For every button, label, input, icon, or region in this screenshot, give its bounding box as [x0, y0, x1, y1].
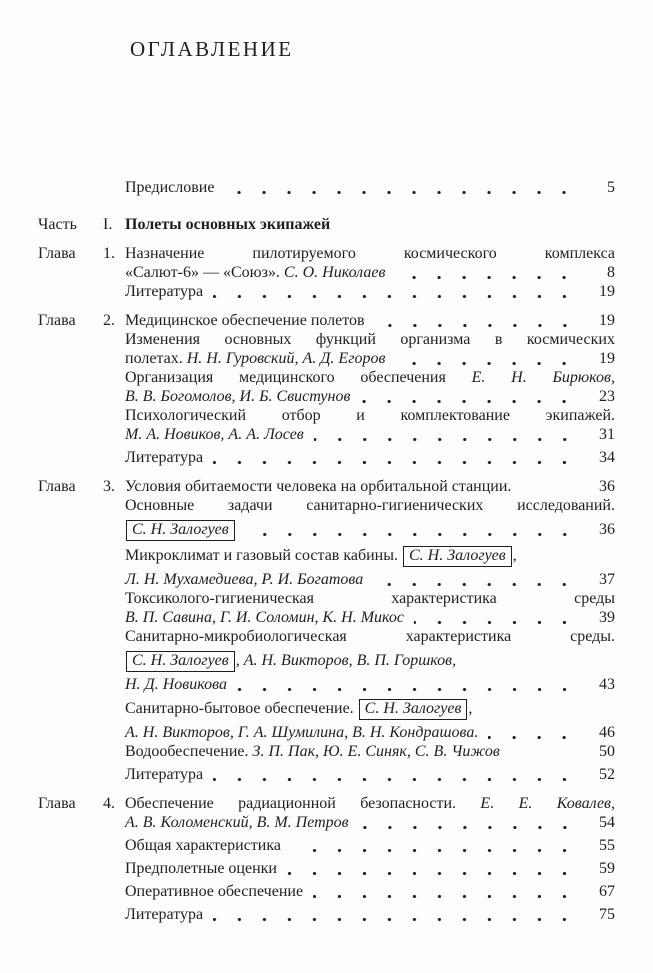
page-number: 46 — [599, 724, 615, 741]
text-segment: Предисловие — [125, 179, 215, 196]
text-segment: , — [468, 700, 473, 717]
toc-line — [38, 496, 615, 515]
entry-text — [125, 794, 615, 813]
toc-line — [38, 425, 615, 444]
entry-text — [125, 368, 615, 387]
text-segment: полетах. — [125, 350, 187, 367]
text-segment: «Салют-6» — «Союз». — [125, 264, 284, 281]
entry-text — [125, 651, 615, 672]
dot-leader — [510, 755, 577, 758]
text-segment: А. Н. Викторов, Г. А. Шумилина, В. Н. Кондрашова. — [125, 724, 479, 741]
dot-leader — [313, 895, 577, 898]
toc-line — [38, 178, 615, 197]
toc-entry — [38, 178, 615, 197]
dot-leader — [213, 778, 577, 781]
toc-line — [38, 448, 615, 467]
page-number: 37 — [599, 571, 615, 588]
toc-line — [38, 263, 615, 282]
entry-text — [125, 813, 349, 832]
entry-label: Глава — [38, 245, 76, 262]
entry-text — [125, 178, 214, 197]
dot-leader — [213, 918, 577, 921]
text-segment: В. В. Богомолов, И. Б. Свистунов — [125, 388, 351, 405]
entry-label: Глава — [38, 795, 76, 812]
entry-text — [125, 425, 304, 444]
entry-number: I. — [103, 216, 113, 233]
text-segment: Е. Е. Ковалев, — [480, 795, 615, 812]
page-number: 19 — [599, 312, 615, 329]
toc-line — [38, 905, 615, 924]
dot-leader — [213, 295, 577, 298]
entry-number: 2. — [103, 312, 115, 329]
text-segment: Основные задачи санитарно-гигиенических исследований. — [125, 497, 615, 514]
toc-line — [38, 859, 615, 878]
entry-text — [125, 496, 615, 515]
toc-line — [38, 765, 615, 784]
toc-line — [38, 570, 615, 589]
page-number: 23 — [599, 388, 615, 405]
text-segment: Оперативное обеспечение — [125, 883, 304, 900]
entry-text — [125, 765, 203, 784]
deceased-name-box: С. Н. Залогуев — [126, 520, 235, 541]
entry-label: Глава — [38, 312, 76, 329]
toc-entries — [38, 178, 615, 924]
entry-text — [125, 723, 478, 742]
toc-line — [38, 330, 615, 349]
entry-text — [125, 448, 203, 467]
text-segment: Назначение пилотируемого космического комплекса — [125, 245, 615, 262]
toc-entry — [38, 244, 615, 301]
page-number: 19 — [599, 350, 615, 367]
text-segment: Н. Н. Гуровский, А. Д. Егоров — [186, 350, 386, 367]
text-segment: Изменения основных функций организма в космических — [125, 331, 615, 348]
text-segment: Литература — [125, 906, 204, 923]
toc-line — [38, 311, 615, 330]
page-number: 8 — [607, 264, 615, 281]
page-number: 59 — [599, 860, 615, 877]
text-segment: Полеты основных экипажей — [125, 216, 331, 233]
deceased-name-box: С. Н. Залогуев — [359, 699, 468, 720]
entry-text — [125, 859, 277, 878]
text-segment: Санитарно-микробиологическая характеристика среды. — [125, 628, 615, 645]
toc-entry — [38, 311, 615, 467]
text-segment: Токсиколого-гигиеническая характеристика среды — [125, 590, 615, 607]
entry-text — [125, 627, 615, 646]
entry-text — [125, 882, 303, 901]
text-segment: Организация медицинского обеспечения — [125, 369, 472, 386]
entry-text — [125, 675, 227, 694]
entry-text — [125, 477, 511, 496]
entry-text — [125, 406, 615, 425]
dot-leader — [375, 324, 577, 327]
toc-line — [38, 675, 615, 694]
text-segment: Водообеспечение. — [125, 743, 253, 760]
dot-leader — [521, 490, 577, 493]
entry-text — [125, 387, 350, 406]
toc-line — [38, 627, 615, 646]
page-number: 54 — [599, 814, 615, 831]
text-segment: Литература — [125, 283, 204, 300]
toc-line — [38, 477, 615, 496]
text-segment: , — [512, 547, 517, 564]
toc-line — [38, 608, 615, 627]
entry-text — [125, 349, 385, 368]
toc-line — [38, 651, 615, 672]
toc-line — [38, 699, 615, 720]
toc-entry — [38, 794, 615, 924]
page-title: ОГЛАВЛЕНИЕ — [130, 37, 294, 61]
toc-line — [38, 813, 615, 832]
entry-text — [125, 244, 615, 263]
entry-text — [125, 699, 615, 720]
page-number: 34 — [599, 449, 615, 466]
text-segment: Условия обитаемости человека на орбитальной станции. — [125, 478, 512, 495]
toc-line — [38, 282, 615, 301]
text-segment: Предполетные оценки — [125, 860, 277, 877]
toc-line — [38, 546, 615, 567]
page-number: 31 — [599, 426, 615, 443]
text-segment: Е. Н. Бирюков, — [471, 369, 616, 386]
page-number: 75 — [599, 906, 615, 923]
text-segment: А. В. Коломенский, В. М. Петров — [125, 814, 349, 831]
text-segment: З. П. Пак, Ю. Е. Синяк, С. В. Чижов — [252, 743, 500, 760]
entry-number: 3. — [103, 478, 115, 495]
entry-label: Глава — [38, 478, 76, 495]
dot-leader — [314, 438, 577, 441]
text-segment: Психологический отбор и комплектование экипажей. — [125, 407, 615, 424]
entry-text — [125, 311, 365, 330]
dot-leader — [246, 533, 577, 536]
text-segment: М. А. Новиков, А. А. Лосев — [125, 426, 304, 443]
deceased-name-box: С. Н. Залогуев — [403, 546, 512, 567]
page-number: 67 — [599, 883, 615, 900]
text-segment: Санитарно-бытовое обеспечение. — [125, 700, 358, 717]
text-segment: Литература — [125, 449, 204, 466]
toc-line — [38, 406, 615, 425]
toc-line — [38, 349, 615, 368]
toc-line — [38, 723, 615, 742]
toc-line — [38, 882, 615, 901]
page-number: 43 — [599, 676, 615, 693]
dot-leader — [360, 400, 577, 403]
toc-line — [38, 244, 615, 263]
entry-label: Часть — [38, 216, 77, 233]
entry-text — [125, 742, 500, 761]
entry-text — [125, 905, 203, 924]
entry-text — [125, 520, 236, 541]
text-segment: Общая характеристика — [125, 837, 281, 854]
dot-leader — [488, 736, 577, 739]
text-segment: Н. Д. Новикова — [125, 676, 227, 693]
text-segment: С. О. Николаев — [283, 264, 386, 281]
entry-text — [125, 570, 363, 589]
text-segment: В. П. Савина, Г. И. Соломин, К. Н. Микос — [125, 609, 405, 626]
entry-text — [125, 282, 203, 301]
dot-leader — [213, 461, 577, 464]
page-number: 36 — [599, 478, 615, 495]
page-number: 5 — [607, 179, 615, 196]
entry-text — [125, 608, 404, 627]
dot-leader — [414, 621, 577, 624]
page-number: 50 — [599, 743, 615, 760]
toc-entry — [38, 215, 615, 234]
dot-leader — [395, 276, 577, 279]
toc-line — [38, 387, 615, 406]
dot-leader — [395, 362, 577, 365]
entry-text — [125, 330, 615, 349]
page-number: 55 — [599, 837, 615, 854]
dot-leader — [291, 849, 577, 852]
toc-line — [38, 520, 615, 541]
entry-text — [125, 546, 615, 567]
text-segment: Л. Н. Мухамедиева, Р. И. Богатова — [125, 571, 364, 588]
dot-leader — [359, 826, 577, 829]
dot-leader — [287, 872, 577, 875]
page-number: 36 — [599, 521, 615, 538]
entry-number: 1. — [103, 245, 115, 262]
page-number: 39 — [599, 609, 615, 626]
toc-line — [38, 589, 615, 608]
toc-line — [38, 742, 615, 761]
text-segment: Микроклимат и газовый состав кабины. — [125, 547, 402, 564]
entry-number: 4. — [103, 795, 115, 812]
toc-line — [38, 215, 615, 234]
toc-line — [38, 794, 615, 813]
page-number: 19 — [599, 283, 615, 300]
toc-line — [38, 836, 615, 855]
deceased-name-box: С. Н. Залогуев — [126, 651, 235, 672]
text-segment: Обеспечение радиационной безопасности. — [125, 795, 481, 812]
entry-text — [125, 589, 615, 608]
dot-leader — [237, 688, 577, 691]
dot-leader — [224, 191, 577, 194]
entry-text — [125, 836, 281, 855]
entry-text — [125, 263, 385, 282]
dot-leader — [373, 583, 577, 586]
toc-entry — [38, 477, 615, 784]
toc-line — [38, 368, 615, 387]
text-segment: , А. Н. Викторов, В. П. Горшков, — [235, 652, 457, 669]
text-segment: Медицинское обеспечение полетов — [125, 312, 365, 329]
entry-text — [125, 215, 615, 234]
page-number: 52 — [599, 766, 615, 783]
text-segment: Литература — [125, 766, 204, 783]
